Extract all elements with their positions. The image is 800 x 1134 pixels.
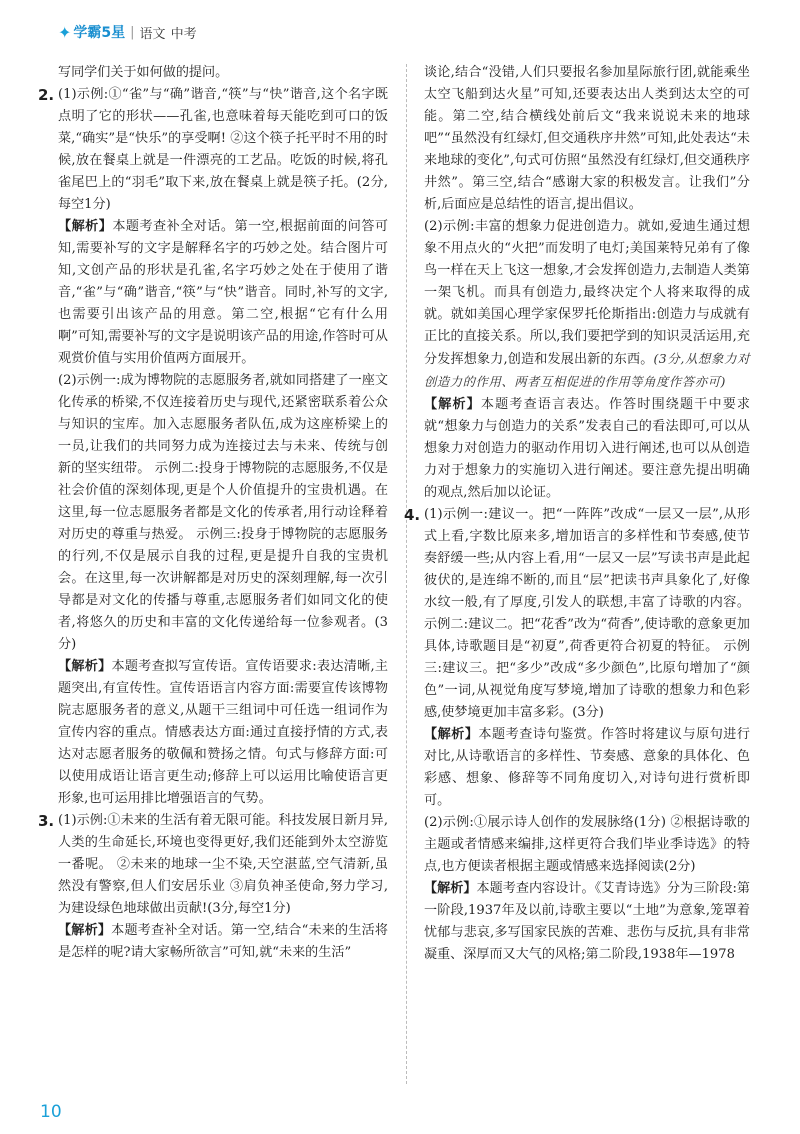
analysis-tag: 【解析】 <box>58 219 113 234</box>
answer-3-2 <box>424 216 750 394</box>
analysis-tag: 【解析】 <box>58 659 112 674</box>
question-4 <box>404 504 751 966</box>
analysis-3-1 <box>58 920 388 964</box>
logo-swoosh-icon: ✦ <box>58 22 72 42</box>
level-label: 中考 <box>170 26 197 42</box>
page-number: 10 <box>40 1102 62 1122</box>
handwritten-note: (3分,从想象力对创造力的作用、两者互相促进的作用等角度作答亦可) <box>424 351 750 389</box>
answer-2-2: (2)示例一:成为博物院的志愿服务者,就如同搭建了一座文化传承的桥梁,不仅连接着历史与现代,还紧密联系着公众与知识的宝库。加入志愿服务者队伍,成为这座桥梁上的一员,让我们的共同努力成为连接过去与未来、传统与创新的坚实纽带。 示例二:投身于博物院的志愿服务,不仅是社会价值的深刻体现,更是个人价值提升的宝贵机遇。在这里,每一位志愿服务者都是文化的传承者,用行动诠释着对历史的尊重与热爱。 示例三:投身于博物院的志愿服务的行列,不仅是展示自我的过程,更是提升自我的宝贵机会。在这里,每一次讲解都是对历史的深刻理解,每一次引导都是对文化的传播与尊重,志愿服务者们如同文化的使者,将悠久的历史和丰富的文化传递给每一位参观者。(3分) <box>58 373 388 652</box>
subject-label: 语文 <box>139 26 166 42</box>
answer-3-1: (1)示例:①未来的生活有着无限可能。科技发展日新月异,人类的生命延长,环境也变得更好,我们还能到外太空游览一番呢。 ②未来的地球一尘不染,天空湛蓝,空气清新,虽然没有警察,但人们安居乐业 ③肩负神圣使命,努力学习,为建设绿色地球做出贡献!(3分,每空1分) <box>58 813 388 916</box>
analysis-text: 本题考查补全对话。第一空,结合“未来的生活将是怎样的呢?请大家畅所欲言”可知,就“未来的生活” <box>58 923 389 960</box>
question-2 <box>38 84 389 810</box>
header-separator: | <box>130 24 135 40</box>
column-divider <box>406 64 407 1084</box>
analysis-4-1 <box>424 724 750 812</box>
analysis-text: 本题考查内容设计。《艾青诗选》分为三阶段:第一阶段,1937年及以前,诗歌主要以“土地”为意象,笼罩着忧郁与悲哀,多写国家民族的苦难、悲伤与反抗,具有非常凝重、深厚而又大气的风格;第二阶段,1938年—1978 <box>424 881 750 962</box>
analysis-2-2 <box>58 656 388 810</box>
analysis-text: 本题考查诗句鉴赏。作答时将建议与原句进行对比,从诗歌语言的多样性、节奏感、意象的具体化、色彩感、想象、修辞等不同角度切入,对诗句进行赏析即可。 <box>424 727 751 808</box>
question-number: 4. <box>404 506 421 524</box>
analysis-tag: 【解析】 <box>424 727 479 742</box>
analysis-tag: 【解析】 <box>58 923 112 938</box>
brand-logo: 学霸5星 <box>73 25 126 41</box>
analysis-tag: 【解析】 <box>424 881 477 896</box>
answer-text: (2)示例:丰富的想象力促进创造力。就如,爱迪生通过想象不用点火的“火把”而发明了电灯;美国莱特兄弟有了像鸟一样在天上飞这一想象,才会发挥创造力,去制造人类第一架飞机。而具有创造力,最终决定个人将来取得的成就。就如美国心理学家保罗托伦斯指出:创造力与成就有正比的直接关系。所以,我们要把学到的知识灵活运用,充分发挥想象力,创造和发展出新的东西。 <box>424 219 750 367</box>
analysis-tag: 【解析】 <box>424 397 481 412</box>
analysis-text: 本题考查补全对话。第一空,根据前面的问答可知,需要补写的文字是解释名字的巧妙之处。结合图片可知,文创产品的形状是孔雀,名字巧妙之处在于使用了谐音,“雀”与“确”谐音,“筷”与“快”谐音。同时,补写的文字,也需要引出该产品的用意。第二空,根据“它有什么用啊”可知,需要补写的文字是说明该产品的用途,作答时可从观赏价值与实用价值两方面展开。 <box>58 219 388 366</box>
answer-4-1: (1)示例一:建议一。把“一阵阵”改成“一层又一层”,从形式上看,字数比原来多,增加语言的多样性和节奏感,使节奏舒缓一些;从内容上看,用“一层又一层”写读书声是此起彼伏的,是连绵不断的,而且“层”把读书声具象化了,好像水纹一般,有了厚度,引发人的联想,丰富了诗歌的内容。 示例二:建议二。把“花香”改为“荷香”,使诗歌的意象更加具体,诗歌题目是“初夏”,荷香更符合初夏的特征。 示例三:建议三。把“多少”改成“多少颜色”,比原句增加了“颜色”一词,从视觉角度写梦境,增加了诗歌的想象力和色彩感,使梦境更加丰富多彩。(3分) <box>424 507 750 720</box>
continued-analysis: 谈论,结合“没错,人们只要报名参加星际旅行团,就能乘坐太空飞船到达火星”可知,还要表达出人类到达太空的可能。第二空,结合横线处前后文“我来说说未来的地球吧”“虽然没有红绿灯,但交通秩序井然”可知,此处表达“未来地球的变化”,句式可仿照“虽然没有红绿灯,但交通秩序井然”。第三空,结合“感谢大家的积极发言。让我们”分析,后面应是总结性的语言,提出倡议。 <box>424 65 750 212</box>
question-3 <box>38 810 389 964</box>
left-column <box>38 62 389 964</box>
analysis-4-2 <box>424 878 750 966</box>
analysis-2-1 <box>58 216 388 370</box>
continued-text: 写同学们关于如何做的提问。 <box>58 65 229 80</box>
answer-2-1: (1)示例:①“雀”与“确”谐音,“筷”与“快”谐音,这个名字既点明了它的形状——孔雀,也意味着每天能吃到可口的饭菜,“确实”是“快乐”的享受啊! ②这个筷子托平时不用的时候,放在餐桌上就是一件漂亮的工艺品。吃饭的时候,将孔雀尾巴上的“羽毛”取下来,放在餐桌上就是筷子托。(2分,每空1分) <box>58 87 388 212</box>
right-column <box>404 62 751 966</box>
analysis-text: 本题考查语言表达。作答时围绕题干中要求就“想象力与创造力的关系”发表自己的看法即可,可以从想象力对创造力的驱动作用切入进行阐述,也可以从创造力对于想象力的实施切入进行阐述。要注意先提出明确的观点,然后加以论证。 <box>424 397 751 500</box>
question-number: 3. <box>38 812 55 830</box>
answer-4-2: (2)示例:①展示诗人创作的发展脉络(1分) ②根据诗歌的主题或者情感来编排,这样更符合我们毕业季诗选》的特点,也方便读者根据主题或情感来选择阅读(2分) <box>424 815 750 874</box>
question-number: 2. <box>38 86 55 104</box>
analysis-3-2 <box>424 394 750 504</box>
page-header <box>58 20 202 44</box>
analysis-text: 本题考查拟写宣传语。宣传语要求:表达清晰,主题突出,有宣传性。宣传语语言内容方面:需要宣传该博物院志愿服务者的意义,从题干三组词中可任选一组词作为宣传内容的重点。情感表达方面:通过直接抒情的方式,表达对志愿者服务的敬佩和赞扬之情。句式与修辞方面:可以使用成语让语言更生动;修辞上可以运用比喻使语言更形象,也可运用排比增强语言的气势。 <box>58 659 389 806</box>
